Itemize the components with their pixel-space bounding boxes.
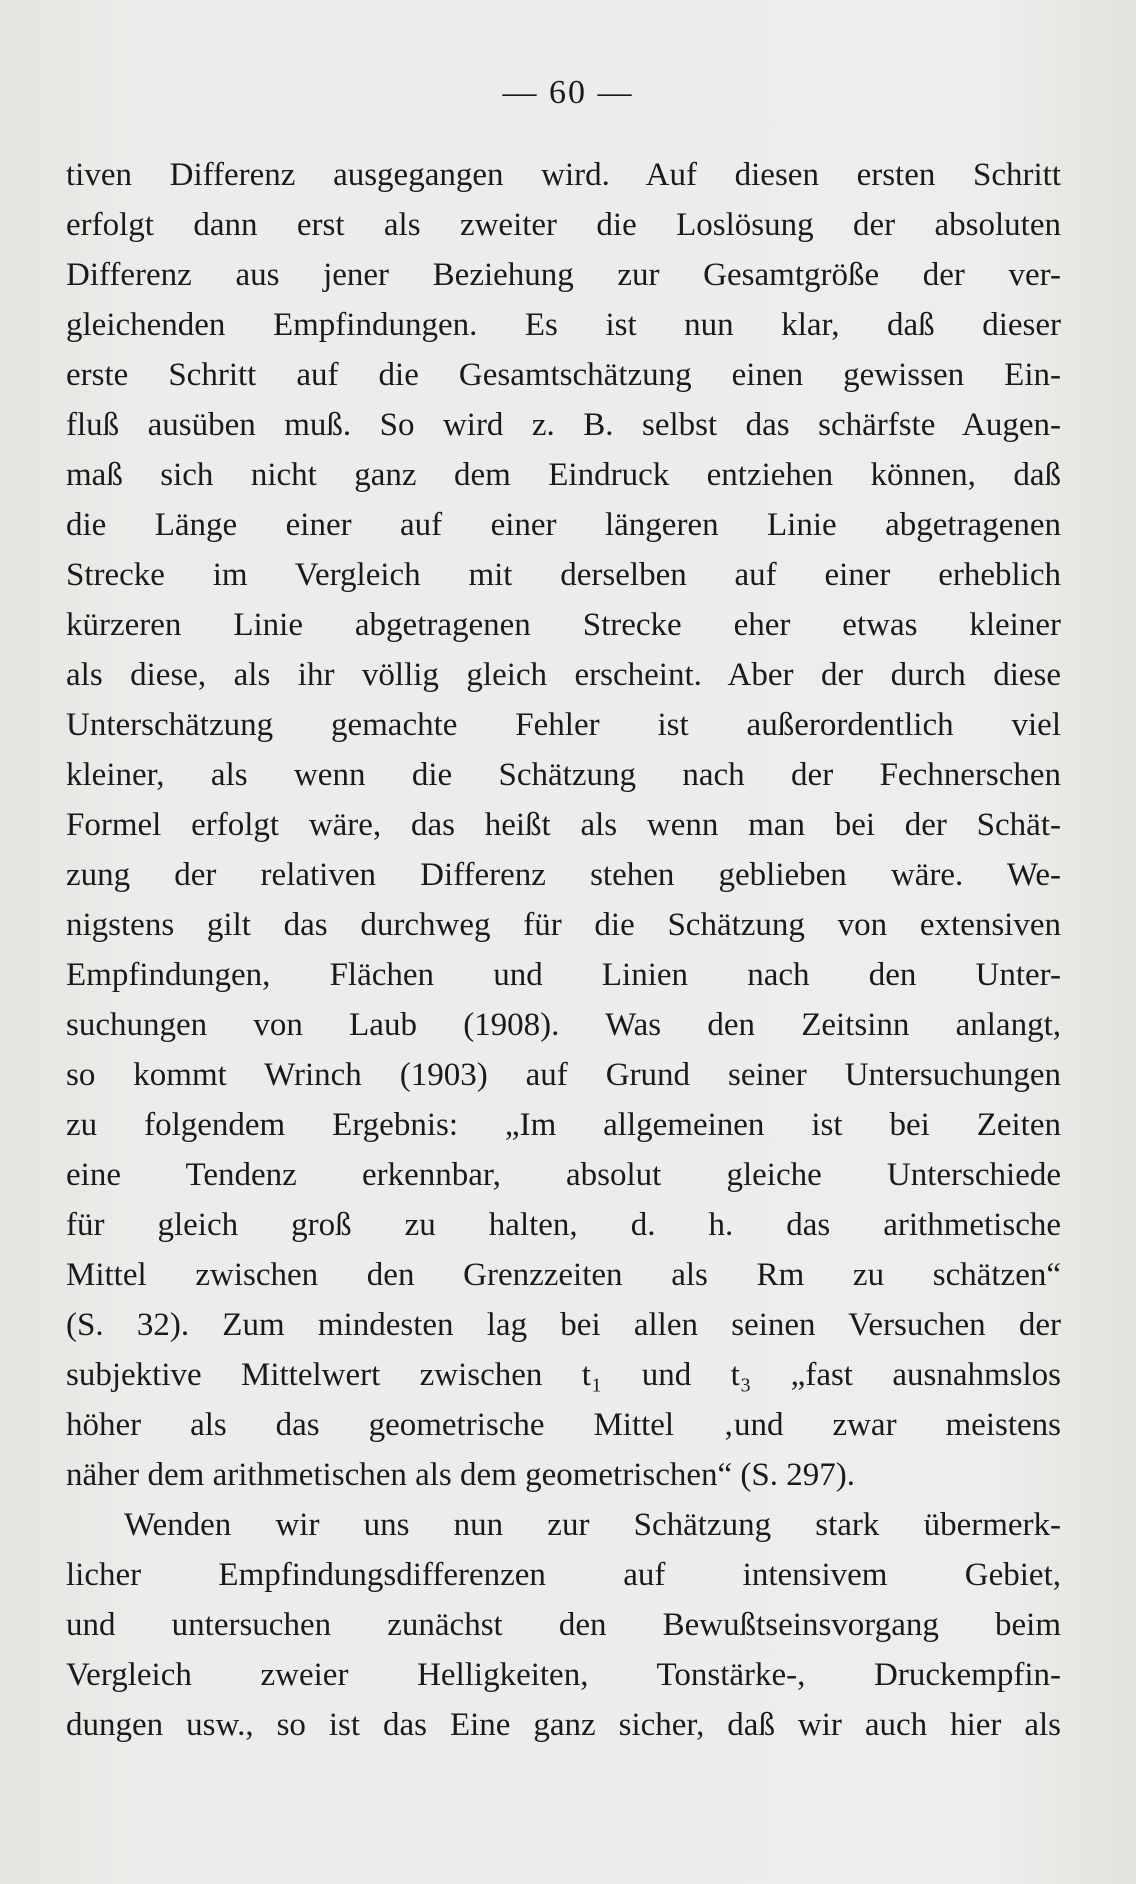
text-line: Formel erfolgt wäre, das heißt als wenn man bei der Schät-	[66, 807, 1061, 843]
paragraph-end-line: näher dem arithmetischen als dem geometrischen“ (S. 297).	[66, 1457, 855, 1493]
text-line: Unterschätzung gemachte Fehler ist außerordentlich viel	[66, 707, 1061, 743]
text-line: subjektive Mittelwert zwischen t₁ und t₃ „fast ausnahmslos	[66, 1357, 1061, 1393]
text-line: Strecke im Vergleich mit derselben auf einer erheblich	[66, 557, 1061, 593]
text-line: fluß ausüben muß. So wird z. B. selbst das schärfste Augen-	[66, 407, 1061, 443]
text-line: nigstens gilt das durchweg für die Schätzung von extensiven	[66, 907, 1061, 943]
text-line: erste Schritt auf die Gesamtschätzung einen gewissen Ein-	[66, 357, 1061, 393]
text-line: Mittel zwischen den Grenzzeiten als Rm zu schätzen“	[66, 1257, 1061, 1293]
text-line: kürzeren Linie abgetragenen Strecke eher etwas kleiner	[66, 607, 1061, 643]
text-line: zu folgendem Ergebnis: „Im allgemeinen ist bei Zeiten	[66, 1107, 1061, 1143]
paragraph-start-line: Wenden wir uns nun zur Schätzung stark übermerk-	[124, 1507, 1061, 1543]
text-line: Vergleich zweier Helligkeiten, Tonstärke-, Druckempfin-	[66, 1657, 1061, 1693]
page-number: — 60 —	[502, 74, 634, 111]
text-line: erfolgt dann erst als zweiter die Loslösung der absoluten	[66, 207, 1061, 243]
text-line: kleiner, als wenn die Schätzung nach der Fechnerschen	[66, 757, 1061, 793]
text-line: als diese, als ihr völlig gleich erscheint. Aber der durch diese	[66, 657, 1061, 693]
text-line: licher Empfindungsdifferenzen auf intensivem Gebiet,	[66, 1557, 1061, 1593]
text-line: Differenz aus jener Beziehung zur Gesamtgröße der ver-	[66, 257, 1061, 293]
text-line: die Länge einer auf einer längeren Linie abgetragenen	[66, 507, 1061, 543]
body-text	[66, 150, 1061, 1750]
text-line: tiven Differenz ausgegangen wird. Auf diesen ersten Schritt	[66, 157, 1061, 193]
text-line: für gleich groß zu halten, d. h. das arithmetische	[66, 1207, 1061, 1243]
text-line: maß sich nicht ganz dem Eindruck entziehen können, daß	[66, 457, 1061, 493]
text-line: höher als das geometrische Mittel ‚und zwar meistens	[66, 1407, 1061, 1443]
text-line: suchungen von Laub (1908). Was den Zeitsinn anlangt,	[66, 1007, 1061, 1043]
text-line: eine Tendenz erkennbar, absolut gleiche Unterschiede	[66, 1157, 1061, 1193]
text-line: (S. 32). Zum mindesten lag bei allen seinen Versuchen der	[66, 1307, 1061, 1343]
text-line: zung der relativen Differenz stehen geblieben wäre. We-	[66, 857, 1061, 893]
text-line: Empfindungen, Flächen und Linien nach den Unter-	[66, 957, 1061, 993]
text-line: so kommt Wrinch (1903) auf Grund seiner Untersuchungen	[66, 1057, 1061, 1093]
text-line: gleichenden Empfindungen. Es ist nun klar, daß dieser	[66, 307, 1061, 343]
text-line: und untersuchen zunächst den Bewußtseinsvorgang beim	[66, 1607, 1061, 1643]
text-line: dungen usw., so ist das Eine ganz sicher, daß wir auch hier als	[66, 1707, 1061, 1743]
